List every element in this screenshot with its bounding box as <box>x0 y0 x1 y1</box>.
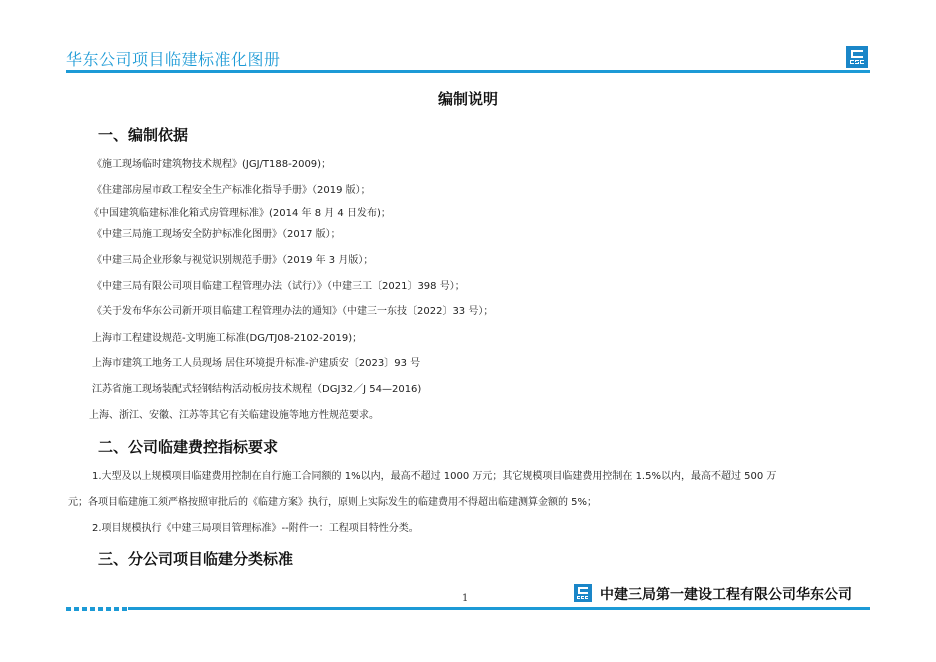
reference-line: 《关于发布华东公司新开项目临建工程管理办法的通知》（中建三一东技〔2022〕33 号）； <box>92 306 494 317</box>
cscec-logo-icon <box>846 46 868 68</box>
cscec-logo-icon <box>574 584 592 602</box>
footer-company-name: 中建三局第一建设工程有限公司华东公司 <box>600 587 852 603</box>
reference-line: 《中建三局企业形象与视觉识别规范手册》（2019 年 3 月版）； <box>92 255 374 266</box>
paragraph-line: 元；各项目临建施工须严格按照审批后的《临建方案》执行，原则上实际发生的临建费用不得超出临建测算金额的 5%； <box>68 497 598 508</box>
paragraph-line: 1.大型及以上规模项目临建费用控制在自行施工合同额的 1%以内，最高不超过 1000 万元；其它规模项目临建费用控制在 1.5%以内，最高不超过 500 万 <box>92 471 777 482</box>
page-number: 1 <box>462 593 469 604</box>
reference-line: 《中国建筑临建标准化箱式房管理标准》(2014 年 8 月 4 日发布)； <box>89 208 391 219</box>
paragraph-line: 2.项目规模执行《中建三局项目管理标准》--附件一：工程项目特性分类。 <box>92 523 419 534</box>
header-title: 华东公司项目临建标准化图册 <box>66 50 281 69</box>
header-rule <box>66 70 870 73</box>
reference-line: 《中建三局有限公司项目临建工程管理办法（试行）》（中建三工〔2021〕398 号）； <box>92 281 465 292</box>
reference-line: 上海、浙江、安徽、江苏等其它有关临建设施等地方性规范要求。 <box>89 410 379 421</box>
section-heading-basis: 一、编制依据 <box>98 126 189 144</box>
document-title: 编制说明 <box>437 90 498 108</box>
section-heading-classification: 三、分公司项目临建分类标准 <box>98 550 294 568</box>
footer-rule <box>128 607 870 610</box>
footer-dotted-rule <box>66 607 128 611</box>
reference-line: 上海市工程建设规范-文明施工标准(DG/TJ08-2102-2019)； <box>92 333 363 344</box>
reference-line: 江苏省施工现场装配式轻钢结构活动板房技术规程（DGJ32／J 54—2016) <box>92 384 422 395</box>
reference-line: 《住建部房屋市政工程安全生产标准化指导手册》（2019 版）； <box>92 185 371 196</box>
section-heading-cost-control: 二、公司临建费控指标要求 <box>98 438 279 456</box>
reference-line: 上海市建筑工地务工人员现场 居住环境提升标准-沪建质安〔2023〕93 号 <box>92 358 421 369</box>
reference-line: 《中建三局施工现场安全防护标准化图册》（2017 版）； <box>92 229 341 240</box>
reference-line: 《施工现场临时建筑物技术规程》(JGJ/T188-2009)； <box>92 159 332 170</box>
